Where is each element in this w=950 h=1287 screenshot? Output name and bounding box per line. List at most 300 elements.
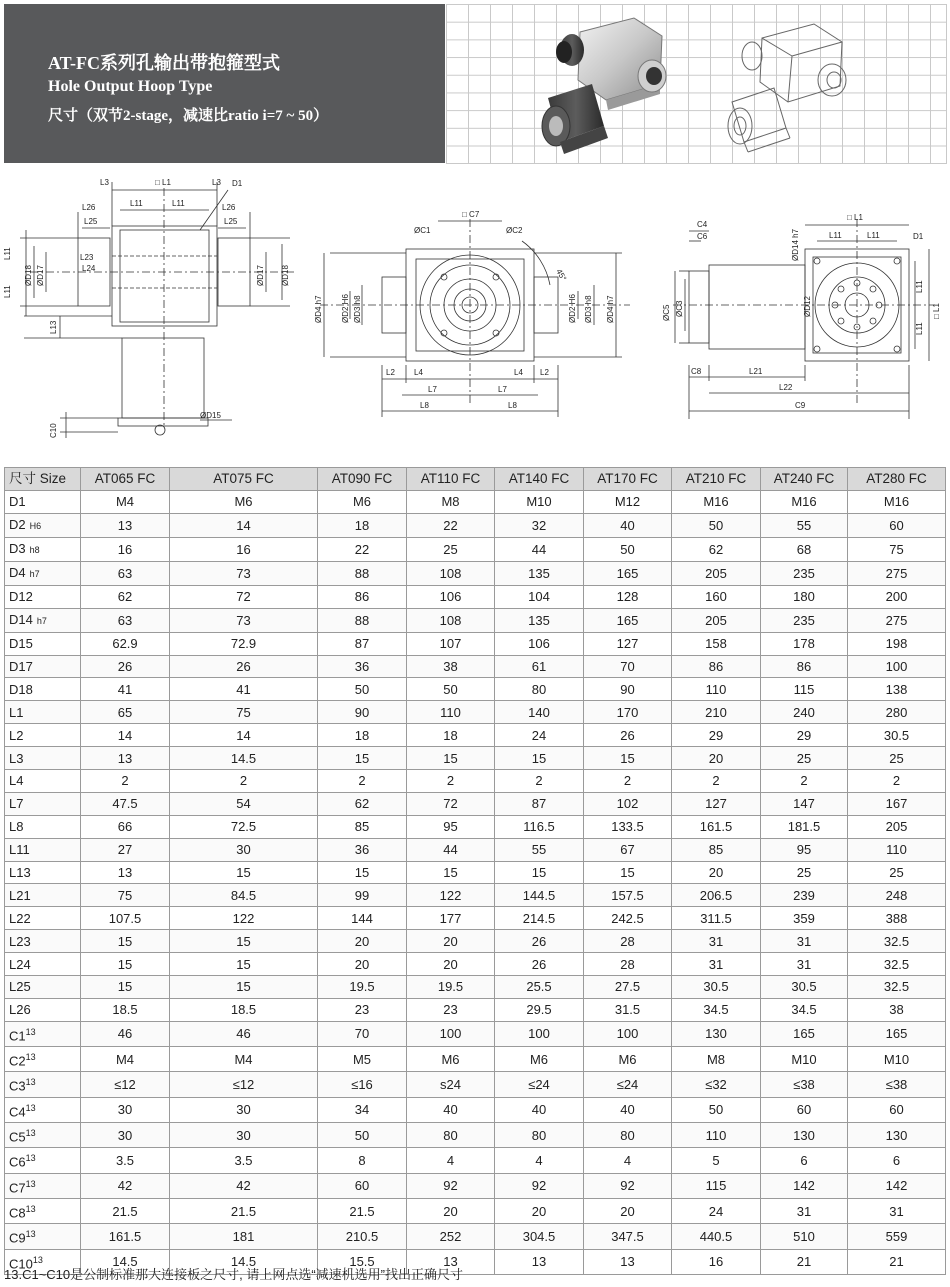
value-cell: 27 — [81, 838, 170, 861]
dim-l8-right-label: L8 — [508, 401, 517, 410]
parameter-name: L4 — [9, 773, 24, 789]
value-cell: 20 — [672, 861, 761, 884]
header-model-cell: AT210 FC — [672, 468, 761, 491]
parameter-name: D2 — [9, 516, 26, 532]
value-cell: 8 — [318, 1148, 407, 1173]
value-cell: 61 — [495, 655, 584, 678]
parameter-name-cell — [5, 561, 81, 585]
value-cell: 100 — [584, 1021, 672, 1046]
value-cell: 15 — [495, 861, 584, 884]
parameter-name-cell — [5, 1097, 81, 1122]
value-cell: 22 — [318, 537, 407, 561]
value-cell: 128 — [584, 585, 672, 608]
dim-l13-label: L13 — [49, 320, 58, 334]
value-cell: 32.5 — [848, 930, 946, 953]
table-row — [5, 1199, 946, 1224]
value-cell: M8 — [672, 1047, 761, 1072]
side-view-drawing — [310, 205, 640, 425]
value-cell: 161.5 — [672, 815, 761, 838]
value-cell: 15 — [495, 747, 584, 770]
value-cell: M6 — [170, 490, 318, 513]
value-cell: 144.5 — [495, 884, 584, 907]
parameter-name-cell — [5, 608, 81, 632]
value-cell: 180 — [761, 585, 848, 608]
parameter-suffix: 13 — [25, 1026, 36, 1037]
value-cell: 41 — [81, 678, 170, 701]
value-cell: 50 — [672, 1097, 761, 1122]
value-cell: 18.5 — [81, 998, 170, 1021]
value-cell: 242.5 — [584, 907, 672, 930]
dim-l3-right-label: L3 — [212, 178, 221, 187]
value-cell: 2 — [672, 770, 761, 793]
value-cell: 14 — [170, 513, 318, 537]
value-cell: 13 — [407, 1249, 495, 1274]
value-cell: 205 — [848, 815, 946, 838]
dim-d17-right-label: ØD17 — [256, 265, 265, 286]
value-cell: 2 — [848, 770, 946, 793]
value-cell: 30 — [170, 1123, 318, 1148]
value-cell: 26 — [170, 655, 318, 678]
parameter-name-cell — [5, 1148, 81, 1173]
value-cell: 4 — [495, 1148, 584, 1173]
value-cell: 135 — [495, 561, 584, 585]
value-cell: 167 — [848, 792, 946, 815]
value-cell: 21.5 — [81, 1199, 170, 1224]
value-cell: 92 — [584, 1173, 672, 1198]
value-cell: 50 — [407, 678, 495, 701]
value-cell: 2 — [81, 770, 170, 793]
parameter-name: C8 — [9, 1205, 26, 1221]
parameter-name: D18 — [9, 681, 33, 697]
value-cell: M16 — [848, 490, 946, 513]
value-cell: 29.5 — [495, 998, 584, 1021]
value-cell: 100 — [495, 1021, 584, 1046]
value-cell: 63 — [81, 608, 170, 632]
parameter-suffix: h7 — [29, 568, 40, 579]
value-cell: 104 — [495, 585, 584, 608]
dim-d18-left-label: ØD18 — [24, 265, 33, 286]
value-cell: 30.5 — [761, 976, 848, 999]
value-cell: 26 — [584, 724, 672, 747]
parameter-name: D4 — [9, 564, 26, 580]
value-cell: 19.5 — [318, 976, 407, 999]
value-cell: ≤24 — [495, 1072, 584, 1097]
dim-l1-top-label: □ L1 — [847, 213, 863, 222]
value-cell: 23 — [318, 998, 407, 1021]
value-cell: 4 — [407, 1148, 495, 1173]
dim-l11-right-label: L11 — [867, 231, 880, 240]
parameter-name-cell — [5, 585, 81, 608]
parameter-suffix: 13 — [25, 1178, 36, 1189]
dim-c9-label: C9 — [795, 401, 806, 410]
value-cell: 62 — [672, 537, 761, 561]
parameter-name: L1 — [9, 704, 24, 720]
value-cell: 40 — [407, 1097, 495, 1122]
value-cell: 75 — [170, 701, 318, 724]
value-cell: 311.5 — [672, 907, 761, 930]
value-cell: 14.5 — [170, 747, 318, 770]
value-cell: 18 — [407, 724, 495, 747]
value-cell: 63 — [81, 561, 170, 585]
dim-l11-right-label: L11 — [172, 199, 185, 208]
parameter-name-cell — [5, 701, 81, 724]
dim-c8-label: C8 — [691, 367, 702, 376]
value-cell: M16 — [761, 490, 848, 513]
value-cell: 20 — [584, 1199, 672, 1224]
value-cell: 235 — [761, 561, 848, 585]
value-cell: 116.5 — [495, 815, 584, 838]
parameter-name-cell — [5, 861, 81, 884]
dim-d17-left-label: ØD17 — [36, 265, 45, 286]
dim-d14-label: ØD14 h7 — [791, 228, 800, 261]
value-cell: 144 — [318, 907, 407, 930]
dim-c2-label: ØC2 — [506, 226, 523, 235]
dim-d3-left-label: ØD3 h8 — [353, 295, 362, 323]
dim-l1-label: □ L1 — [155, 178, 171, 187]
value-cell: 72 — [170, 585, 318, 608]
value-cell: 15 — [170, 976, 318, 999]
parameter-suffix: H6 — [29, 520, 42, 531]
dim-l26-right-label: L26 — [222, 203, 236, 212]
value-cell: 38 — [407, 655, 495, 678]
value-cell: 18 — [318, 724, 407, 747]
value-cell: 42 — [81, 1173, 170, 1198]
value-cell: 110 — [407, 701, 495, 724]
value-cell: M4 — [81, 1047, 170, 1072]
value-cell: ≤38 — [761, 1072, 848, 1097]
parameter-suffix: 13 — [25, 1204, 36, 1215]
footnote: 13.C1~C10是公制标准那大连接板之尺寸, 请上网点选“减速机选用”找出正确尺寸 — [4, 1267, 464, 1282]
value-cell: 15 — [81, 976, 170, 999]
value-cell: 15 — [81, 930, 170, 953]
value-cell: 205 — [672, 561, 761, 585]
value-cell: 36 — [318, 838, 407, 861]
table-row — [5, 585, 946, 608]
parameter-name-cell — [5, 930, 81, 953]
value-cell: 95 — [761, 838, 848, 861]
value-cell: 440.5 — [672, 1224, 761, 1249]
value-cell: 170 — [584, 701, 672, 724]
value-cell: 16 — [170, 537, 318, 561]
parameter-name: D3 — [9, 540, 26, 556]
value-cell: 22 — [407, 513, 495, 537]
value-cell: 177 — [407, 907, 495, 930]
parameter-name: D1 — [9, 494, 26, 510]
value-cell: 13 — [81, 747, 170, 770]
dim-d18-right-label: ØD18 — [281, 265, 290, 286]
value-cell: 2 — [318, 770, 407, 793]
dim-d4-left-label: ØD4 h7 — [314, 295, 323, 323]
parameter-name-cell — [5, 953, 81, 976]
value-cell: 135 — [495, 608, 584, 632]
value-cell: 214.5 — [495, 907, 584, 930]
value-cell: 20 — [318, 930, 407, 953]
value-cell: 13 — [584, 1249, 672, 1274]
value-cell: 80 — [495, 678, 584, 701]
value-cell: 106 — [407, 585, 495, 608]
value-cell: 25.5 — [495, 976, 584, 999]
value-cell: 25 — [407, 537, 495, 561]
value-cell: 92 — [495, 1173, 584, 1198]
dim-l11-left-label: L11 — [829, 231, 842, 240]
value-cell: 26 — [495, 953, 584, 976]
value-cell: 34 — [318, 1097, 407, 1122]
parameter-name-cell — [5, 998, 81, 1021]
value-cell: 133.5 — [584, 815, 672, 838]
value-cell: 178 — [761, 632, 848, 655]
value-cell: 16 — [672, 1249, 761, 1274]
value-cell: 181 — [170, 1224, 318, 1249]
value-cell: 210 — [672, 701, 761, 724]
value-cell: 28 — [584, 930, 672, 953]
value-cell: 85 — [318, 815, 407, 838]
table-row — [5, 770, 946, 793]
parameter-name-cell — [5, 724, 81, 747]
dim-d2-left-label: ØD2 H6 — [341, 294, 350, 323]
header-model-cell: AT170 FC — [584, 468, 672, 491]
value-cell: 40 — [495, 1097, 584, 1122]
value-cell: 72.5 — [170, 815, 318, 838]
value-cell: M8 — [407, 490, 495, 513]
value-cell: 20 — [318, 953, 407, 976]
value-cell: 41 — [170, 678, 318, 701]
dim-d2-right-label: ØD2 H6 — [568, 294, 577, 323]
value-cell: 60 — [848, 1097, 946, 1122]
table-row — [5, 907, 946, 930]
value-cell: 15.5 — [318, 1249, 407, 1274]
value-cell: 95 — [407, 815, 495, 838]
parameter-name-cell — [5, 632, 81, 655]
value-cell: 84.5 — [170, 884, 318, 907]
header-model-cell: AT140 FC — [495, 468, 584, 491]
value-cell: 62 — [81, 585, 170, 608]
value-cell: 138 — [848, 678, 946, 701]
parameter-name: D14 — [9, 611, 33, 627]
value-cell: 42 — [170, 1173, 318, 1198]
dim-l11-left-label: L11 — [130, 199, 143, 208]
parameter-name-cell — [5, 1199, 81, 1224]
value-cell: 25 — [848, 747, 946, 770]
dim-c10-label: C10 — [49, 423, 58, 438]
table-row — [5, 537, 946, 561]
value-cell: M6 — [407, 1047, 495, 1072]
value-cell: 108 — [407, 608, 495, 632]
value-cell: 21.5 — [318, 1199, 407, 1224]
table-row — [5, 1224, 946, 1249]
value-cell: 26 — [495, 930, 584, 953]
value-cell: 72 — [407, 792, 495, 815]
value-cell: 21.5 — [170, 1199, 318, 1224]
dim-c6-label: C6 — [697, 232, 708, 241]
parameter-name: D12 — [9, 589, 33, 605]
value-cell: 165 — [848, 1021, 946, 1046]
value-cell: 15 — [584, 861, 672, 884]
value-cell: 18.5 — [170, 998, 318, 1021]
table-row — [5, 724, 946, 747]
value-cell: 46 — [170, 1021, 318, 1046]
parameter-suffix: h8 — [29, 544, 40, 555]
value-cell: 60 — [318, 1173, 407, 1198]
dim-d3-right-label: ØD3 h8 — [584, 295, 593, 323]
parameter-name-cell — [5, 1123, 81, 1148]
value-cell: 30 — [81, 1097, 170, 1122]
value-cell: 50 — [584, 537, 672, 561]
value-cell: 2 — [584, 770, 672, 793]
parameter-name: L26 — [9, 1002, 31, 1018]
value-cell: 240 — [761, 701, 848, 724]
value-cell: 198 — [848, 632, 946, 655]
value-cell: 165 — [761, 1021, 848, 1046]
value-cell: 18 — [318, 513, 407, 537]
value-cell: 62 — [318, 792, 407, 815]
value-cell: 86 — [761, 655, 848, 678]
value-cell: 142 — [761, 1173, 848, 1198]
value-cell: 31 — [761, 953, 848, 976]
value-cell: 14 — [170, 724, 318, 747]
value-cell: 2 — [495, 770, 584, 793]
table-row — [5, 861, 946, 884]
parameter-name: L13 — [9, 865, 31, 881]
value-cell: 106 — [495, 632, 584, 655]
title-dimension-note: 尺寸（双节2-stage，减速比ratio i=7 ~ 50） — [48, 108, 329, 124]
dim-l22-label: L22 — [779, 383, 793, 392]
value-cell: 14.5 — [170, 1249, 318, 1274]
parameter-suffix: 13 — [25, 1153, 36, 1164]
table-row — [5, 792, 946, 815]
value-cell: 248 — [848, 884, 946, 907]
parameter-name-cell — [5, 838, 81, 861]
value-cell: 28 — [584, 953, 672, 976]
parameter-name: C4 — [9, 1104, 26, 1120]
value-cell: 235 — [761, 608, 848, 632]
value-cell: 23 — [407, 998, 495, 1021]
value-cell: 127 — [672, 792, 761, 815]
value-cell: 32.5 — [848, 976, 946, 999]
value-cell: 20 — [407, 953, 495, 976]
dim-l23-label: L23 — [80, 253, 94, 262]
parameter-name: C3 — [9, 1078, 26, 1094]
value-cell: ≤32 — [672, 1072, 761, 1097]
dim-d12-label: ØD12 — [803, 296, 812, 317]
value-cell: 161.5 — [81, 1224, 170, 1249]
value-cell: 127 — [584, 632, 672, 655]
value-cell: 122 — [170, 907, 318, 930]
value-cell: 20 — [672, 747, 761, 770]
rear-view-drawing — [645, 205, 945, 425]
value-cell: 20 — [407, 930, 495, 953]
parameter-name-cell — [5, 884, 81, 907]
value-cell: 26 — [81, 655, 170, 678]
value-cell: 44 — [407, 838, 495, 861]
value-cell: 110 — [672, 678, 761, 701]
value-cell: 55 — [495, 838, 584, 861]
value-cell: 107.5 — [81, 907, 170, 930]
value-cell: 6 — [848, 1148, 946, 1173]
value-cell: 359 — [761, 907, 848, 930]
parameter-name: D17 — [9, 659, 33, 674]
value-cell: 115 — [761, 678, 848, 701]
table-row — [5, 655, 946, 678]
value-cell: 108 — [407, 561, 495, 585]
value-cell: 46 — [81, 1021, 170, 1046]
value-cell: 110 — [672, 1123, 761, 1148]
value-cell: 34.5 — [761, 998, 848, 1021]
value-cell: s24 — [407, 1072, 495, 1097]
value-cell: 29 — [761, 724, 848, 747]
table-row — [5, 561, 946, 585]
dim-d1-label: D1 — [913, 232, 924, 241]
value-cell: 25 — [761, 747, 848, 770]
header-model-cell: AT240 FC — [761, 468, 848, 491]
parameter-name: L22 — [9, 910, 31, 926]
catalog-header — [0, 0, 950, 166]
header-model-cell: AT280 FC — [848, 468, 946, 491]
value-cell: 90 — [584, 678, 672, 701]
parameter-name-cell — [5, 1173, 81, 1198]
table-row — [5, 1123, 946, 1148]
dim-angle-label: 45° — [554, 267, 569, 283]
value-cell: 25 — [761, 861, 848, 884]
parameter-name: C2 — [9, 1053, 26, 1069]
table-row — [5, 701, 946, 724]
parameter-name-cell — [5, 792, 81, 815]
value-cell: 99 — [318, 884, 407, 907]
value-cell: 559 — [848, 1224, 946, 1249]
value-cell: 15 — [584, 747, 672, 770]
parameter-name: L24 — [9, 956, 31, 972]
gearbox-render-image — [534, 14, 684, 159]
value-cell: 65 — [81, 701, 170, 724]
value-cell: 304.5 — [495, 1224, 584, 1249]
value-cell: 21 — [848, 1249, 946, 1274]
value-cell: 55 — [761, 513, 848, 537]
title-panel — [4, 4, 445, 163]
value-cell: 75 — [848, 537, 946, 561]
value-cell: 130 — [848, 1123, 946, 1148]
value-cell: 122 — [407, 884, 495, 907]
value-cell: 86 — [318, 585, 407, 608]
value-cell: 15 — [170, 930, 318, 953]
value-cell: 34.5 — [672, 998, 761, 1021]
dim-c1-label: ØC1 — [414, 226, 431, 235]
value-cell: 100 — [407, 1021, 495, 1046]
gearbox-sketch-image — [722, 16, 857, 156]
value-cell: 30 — [170, 838, 318, 861]
table-row — [5, 1047, 946, 1072]
value-cell: 140 — [495, 701, 584, 724]
value-cell: 32 — [495, 513, 584, 537]
value-cell: 24 — [495, 724, 584, 747]
parameter-name: L3 — [9, 750, 24, 766]
header-size-cell: 尺寸 Size — [5, 468, 81, 491]
value-cell: 130 — [761, 1123, 848, 1148]
parameter-name: L23 — [9, 933, 31, 949]
value-cell: 21 — [761, 1249, 848, 1274]
value-cell: 70 — [584, 655, 672, 678]
value-cell: 6 — [761, 1148, 848, 1173]
value-cell: 130 — [672, 1021, 761, 1046]
value-cell: 15 — [318, 861, 407, 884]
value-cell: 86 — [672, 655, 761, 678]
value-cell: 92 — [407, 1173, 495, 1198]
value-cell: 16 — [81, 537, 170, 561]
table-row — [5, 884, 946, 907]
parameter-name: C6 — [9, 1154, 26, 1170]
value-cell: 15 — [81, 953, 170, 976]
value-cell: 252 — [407, 1224, 495, 1249]
value-cell: 110 — [848, 838, 946, 861]
parameter-name: C10 — [9, 1256, 33, 1272]
